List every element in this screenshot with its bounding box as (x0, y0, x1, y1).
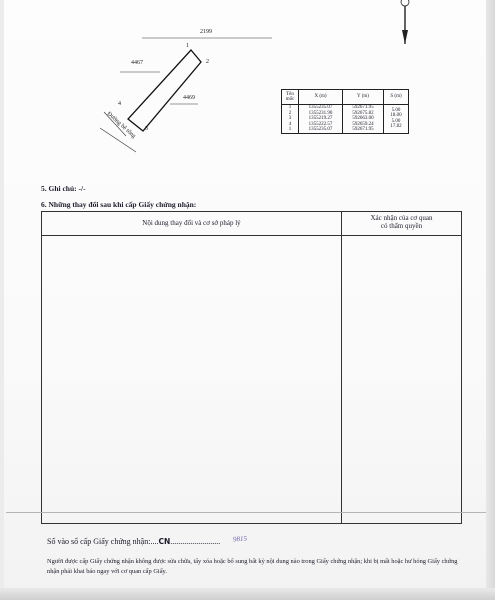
certificate-register-line (47, 537, 220, 546)
coordinate-table-header (282, 90, 409, 105)
s-value: 5.00 (391, 107, 401, 113)
y-value: 592671.95 (352, 127, 374, 132)
certificate-notice: Người được cấp Giấy chứng nhận không được sửa chữa, tẩy xóa hoặc bổ sung bất kỳ nội dung nào trong Giấy chứng nhận; khi bị mất hoặc hư hỏng Giấy chứng nhận phải khai báo ngay với cơ quan cấp Giấy. (47, 558, 458, 575)
confirmation-header-line1: Xác nhận của cơ quan (370, 214, 433, 222)
x-value: 1355231.90 (308, 110, 333, 116)
header-x: X (m) (299, 90, 343, 105)
vertex-label-2: 2 (206, 59, 209, 65)
s-column (384, 105, 409, 134)
changes-column-header: Nội dung thay đổi và cơ sở pháp lý (142, 219, 241, 227)
edge-label-mid: 4469 (183, 95, 195, 101)
y-column (343, 105, 384, 134)
y-value: 592675.82 (352, 110, 374, 116)
certificate-register-prefix: CN (158, 537, 171, 546)
road-label: Đường bê tông (105, 111, 137, 140)
vertex-label-3: 3 (145, 126, 148, 132)
changes-table-divider (341, 212, 342, 523)
stt-value: 3 (288, 116, 292, 121)
header-s: S (m) (384, 90, 409, 105)
x-value: 1355219.27 (308, 116, 333, 121)
stt-value: 4 (288, 121, 292, 127)
stt-column (282, 105, 299, 134)
section-5-notes: 5. Ghi chú: -/- (41, 184, 86, 193)
header-y: Y (m) (343, 90, 384, 105)
certificate-dots-before: .... (150, 537, 159, 546)
certificate-dots-after: ......................... (170, 537, 221, 546)
y-value: 592659.24 (352, 121, 374, 127)
stt-value: 1 (288, 105, 292, 110)
confirmation-column-header (342, 215, 461, 230)
certificate-register-number: 9815 (232, 534, 248, 544)
header-stt: Tên mốc (282, 90, 299, 105)
bottom-rule (6, 512, 486, 513)
confirmation-header-line2: có thẩm quyền (380, 221, 423, 230)
changes-table (41, 211, 462, 524)
s-value: 17.82 (390, 124, 402, 130)
page-bottom-shadow (0, 588, 495, 600)
stt-value: 2 (288, 110, 292, 116)
x-value: 1355235.07 (308, 105, 333, 110)
edge-label-left: 4467 (131, 60, 143, 66)
edge-label-top: 2199 (200, 29, 212, 35)
vertex-label-4: 4 (118, 101, 121, 107)
coordinate-table-body (282, 105, 409, 134)
s-value: 18.00 (390, 113, 402, 119)
x-value: 1355222.57 (308, 121, 333, 127)
section-6-title: 6. Những thay đổi sau khi cấp Giấy chứng nhận: (41, 200, 197, 209)
x-column (299, 105, 343, 134)
s-value: 5.00 (391, 118, 401, 124)
stt-value: 1 (288, 127, 292, 132)
y-value: 592663.00 (352, 116, 374, 121)
vertex-label-1: 1 (186, 43, 189, 49)
coordinate-table (281, 89, 409, 134)
certificate-register-label: Số vào sổ cấp Giấy chứng nhận: (47, 537, 151, 546)
x-value: 1355235.07 (308, 127, 333, 132)
y-value: 592671.95 (352, 105, 374, 110)
